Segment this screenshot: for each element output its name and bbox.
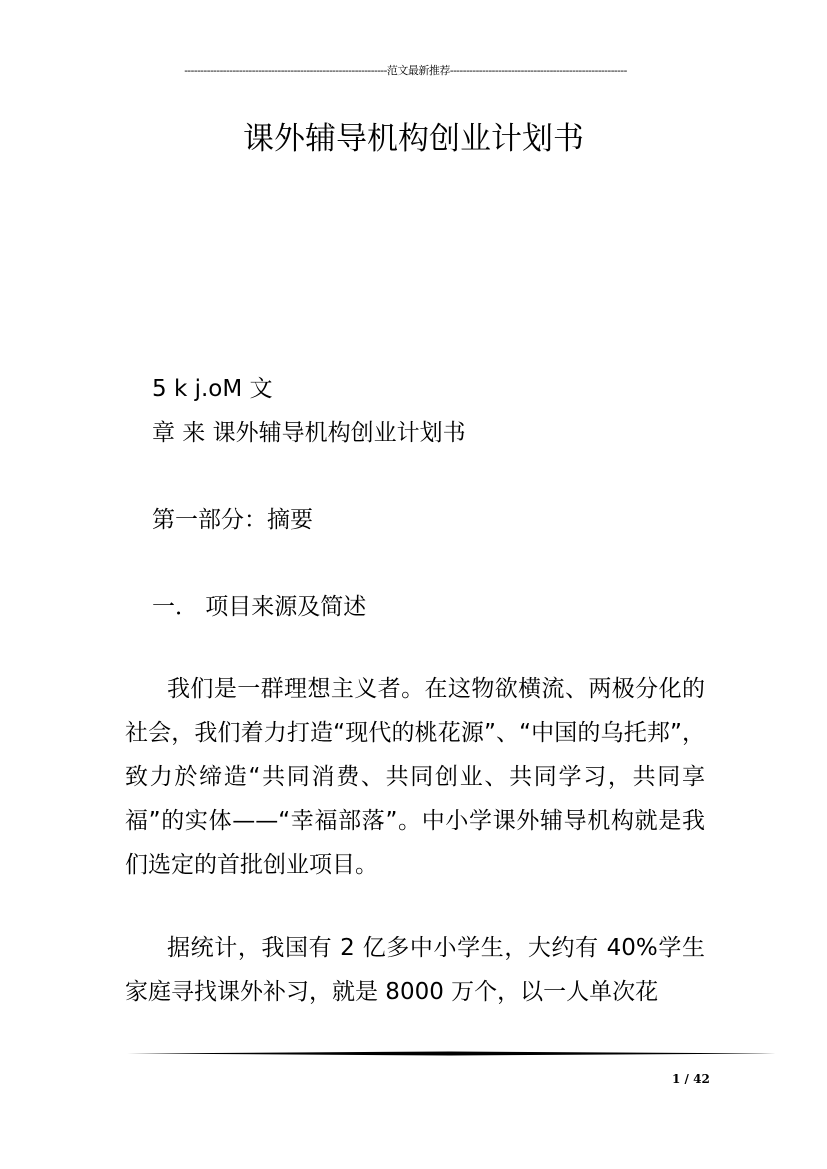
page-header: ---------------------------------------------------------------范文最新推荐-------------------------------------------------------: [184, 64, 627, 77]
footer-divider: [124, 1051, 776, 1056]
document-title: 课外辅导机构创业计划书: [243, 121, 584, 157]
paragraph-intro: 我们是一群理想主义者。在这物欲横流、两极分化的社会，我们着力打造“现代的桃花源”、“中国的乌托邦”，致力於缔造“共同消费、共同创业、共同学习，共同享福”的实体——“幸福部落”。中小学课外辅导机构就是我们选定的首批创业项目。: [125, 676, 705, 878]
part-heading: 第一部分：摘要: [152, 507, 313, 533]
page-number: 1 / 42: [672, 1072, 710, 1086]
source-line-1: 5 k j.oM 文: [152, 376, 273, 402]
section-heading: 一． 项目来源及简述: [152, 594, 367, 620]
source-line-2: 章 来 课外辅导机构创业计划书: [152, 420, 466, 446]
paragraph-statistics: 据统计，我国有 2 亿多中小学生，大约有 40%学生家庭寻找课外补习，就是 8000 万个，以一人单次花: [125, 935, 705, 1005]
